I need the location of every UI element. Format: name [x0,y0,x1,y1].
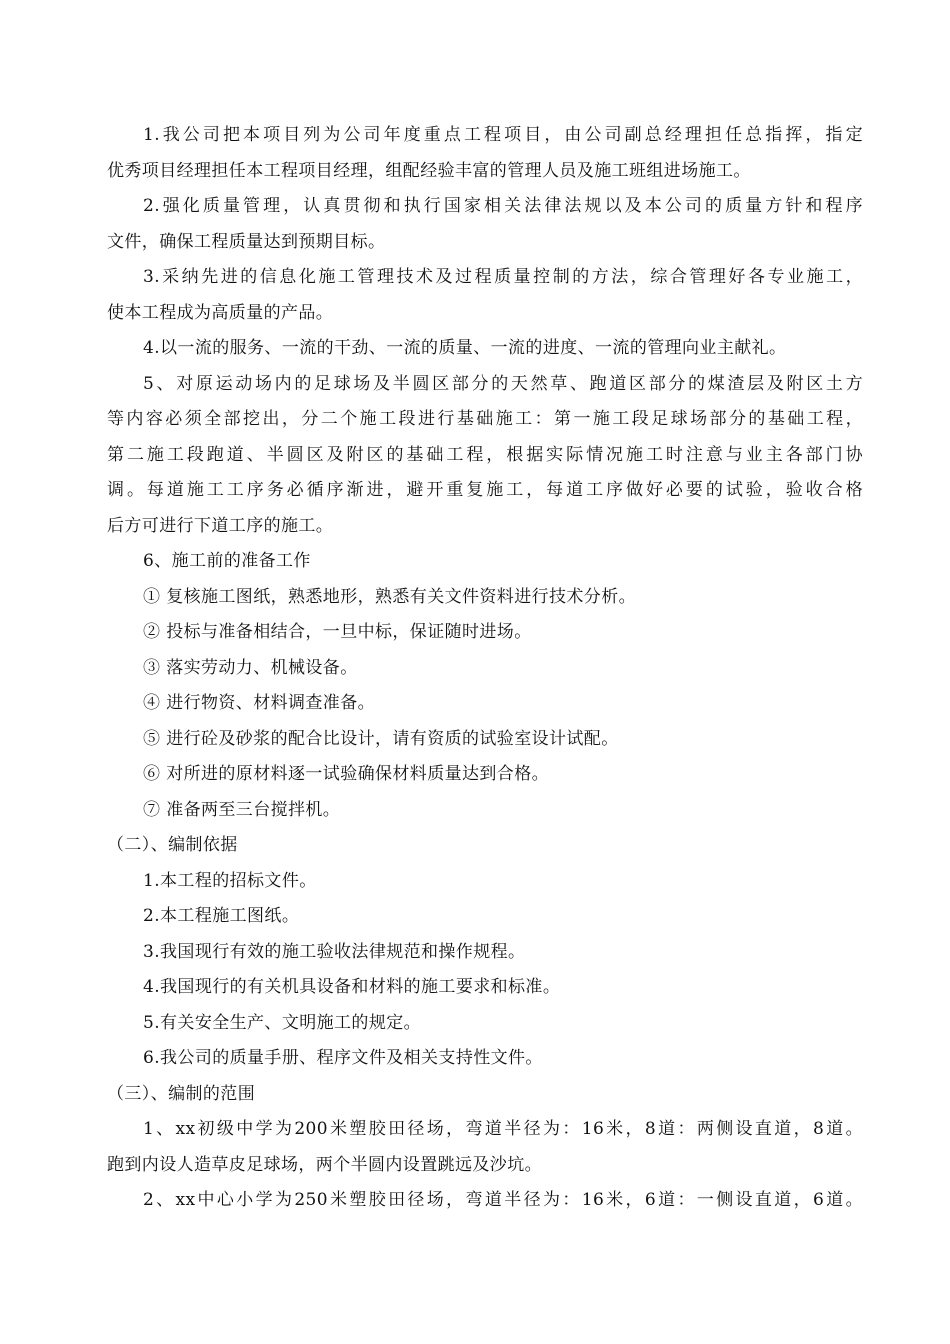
paragraph-line: 1、xx初级中学为200米塑胶田径场，弯道半径为：16米，8道：两侧设直道，8道。 [143,1119,863,1139]
paragraph-line: 第二施工段跑道、半圆区及附区的基础工程，根据实际情况施工时注意与业主各部门协 [107,444,863,465]
list-item: ① 复核施工图纸，熟悉地形，熟悉有关文件资料进行技术分析。 [143,586,637,607]
list-item: 6.我公司的质量手册、程序文件及相关支持性文件。 [143,1048,543,1068]
paragraph-line: 文件，确保工程质量达到预期目标。 [107,231,386,252]
paragraph-line: 后方可进行下道工序的施工。 [107,515,334,536]
paragraph-line: 跑到内设人造草皮足球场，两个半圆内设置跳远及沙坑。 [107,1154,542,1175]
paragraph-line: 1.我公司把本项目列为公司年度重点工程项目，由公司副总经理担任总指挥，指定 [143,125,863,145]
section-subheading: 6、施工前的准备工作 [143,551,311,571]
paragraph-line: 2、xx中心小学为250米塑胶田径场，弯道半径为：16米，6道：一侧设直道，6道。 [143,1190,863,1210]
list-item: ④ 进行物资、材料调查准备。 [143,693,376,713]
list-item: ⑦ 准备两至三台搅拌机。 [143,799,341,820]
paragraph-line: 3.采纳先进的信息化施工管理技术及过程质量控制的方法，综合管理好各专业施工， [143,267,863,287]
document-body [107,118,863,1219]
paragraph-line: 使本工程成为高质量的产品。 [107,302,334,323]
paragraph-line: 5、对原运动场内的足球场及半圆区部分的天然草、跑道区部分的煤渣层及附区土方 [143,373,863,394]
list-item: ⑤ 进行砼及砂浆的配合比设计，请有资质的试验室设计试配。 [143,728,619,749]
paragraph-line: 2.强化质量管理，认真贯彻和执行国家相关法律法规以及本公司的质量方针和程序 [143,196,863,216]
list-item: 2.本工程施工图纸。 [143,906,300,926]
section-heading: （二）、编制依据 [107,835,238,855]
list-item: 1.本工程的招标文件。 [143,870,317,891]
paragraph-line: 4.以一流的服务、一流的干劲、一流的质量、一流的进度、一流的管理向业主献礼。 [143,338,787,358]
section-heading: （三）、编制的范围 [107,1083,256,1104]
list-item: 4.我国现行的有关机具设备和材料的施工要求和标准。 [143,977,561,997]
paragraph-line: 等内容必须全部挖出，分二个施工段进行基础施工：第一施工段足球场部分的基础工程， [107,409,863,429]
list-item: ③ 落实劳动力、机械设备。 [143,657,358,678]
list-item: 5.有关安全生产、文明施工的规定。 [143,1012,422,1033]
list-item: ② 投标与准备相结合，一旦中标，保证随时进场。 [143,622,532,642]
list-item: 3.我国现行有效的施工验收法律规范和操作规程。 [143,941,526,962]
list-item: ⑥ 对所进的原材料逐一试验确保材料质量达到合格。 [143,764,550,784]
paragraph-line: 优秀项目经理担任本工程项目经理，组配经验丰富的管理人员及施工班组进场施工。 [107,160,751,181]
paragraph-line: 调。每道施工工序务必循序渐进，避开重复施工，每道工序做好必要的试验，验收合格 [107,480,863,500]
